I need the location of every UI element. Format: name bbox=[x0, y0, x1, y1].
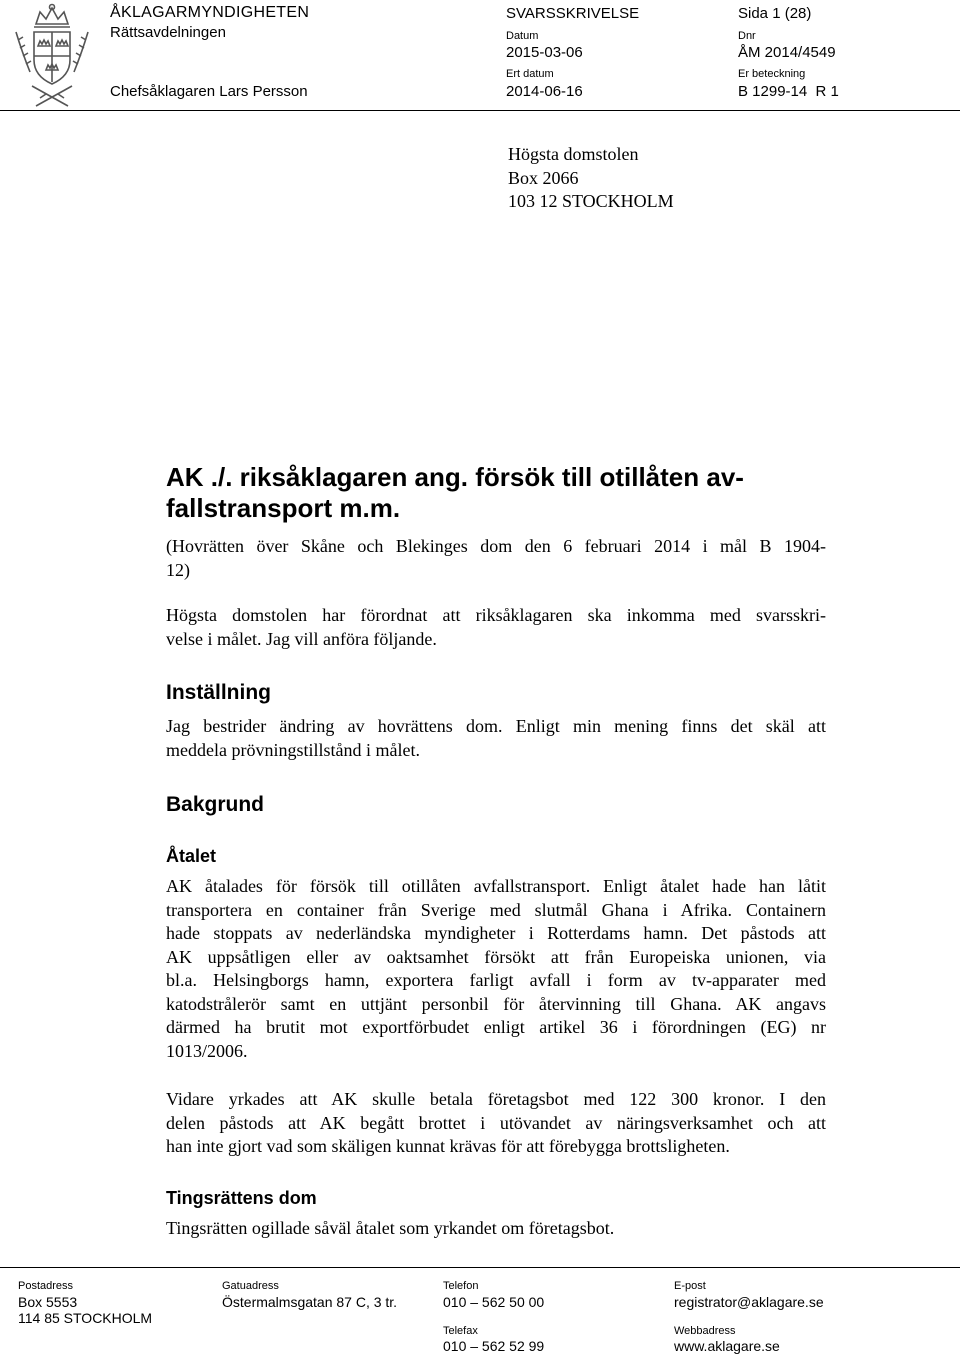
subheading-atalet: Åtalet bbox=[166, 846, 217, 866]
atalet-line: 1013/2006. bbox=[166, 1040, 248, 1061]
page-number: Sida 1 (28) bbox=[738, 5, 812, 22]
date: 2015-03-06 bbox=[506, 44, 583, 61]
web-label: Webbadress bbox=[674, 1325, 736, 1337]
atalet-line: transportera en container från Sverige med slutmål Ghana i Afrika. Containern bbox=[166, 899, 826, 920]
phone-number: 010 – 562 50 00 bbox=[443, 1294, 545, 1310]
fax-number: 010 – 562 52 99 bbox=[443, 1338, 545, 1354]
recipient-line: Högsta domstolen bbox=[508, 144, 639, 164]
doc-type: SVARSSKRIVELSE bbox=[506, 5, 640, 22]
intro-line: velse i målet. Jag vill anföra följande. bbox=[166, 628, 437, 649]
foretagsbot-paragraph bbox=[166, 1088, 826, 1159]
department: Rättsavdelningen bbox=[110, 24, 226, 41]
heading-installning: Inställning bbox=[166, 681, 271, 704]
intro-paragraph bbox=[166, 604, 826, 651]
heading-bakgrund: Bakgrund bbox=[166, 793, 265, 816]
header-divider bbox=[0, 110, 960, 111]
author: Chefsåklagaren Lars Persson bbox=[110, 83, 308, 100]
dnr-label: Dnr bbox=[738, 30, 756, 42]
installning-line: meddela prövningstillstånd i målet. bbox=[166, 739, 420, 760]
heading-tingsrattens-dom: Tingsrättens dom bbox=[166, 1188, 317, 1208]
title-line: AK ./. riksåklagaren ang. försök till otillåten av- bbox=[166, 462, 744, 492]
coat-of-arms-logo bbox=[10, 2, 94, 112]
atalet-paragraph bbox=[166, 875, 826, 1063]
street-label: Gatuadress bbox=[222, 1280, 279, 1292]
atalet-line: hade stoppats av nederländska myndigheter i Rotterdams hamn. Det påstods att bbox=[166, 923, 826, 943]
email-label: E-post bbox=[674, 1280, 706, 1292]
intro-line: Högsta domstolen har förordnat att riksåklagaren ska inkomma med svarsskri- bbox=[166, 605, 826, 625]
document-title bbox=[166, 462, 744, 524]
email-link[interactable]: registrator@aklagare.se bbox=[674, 1294, 824, 1310]
postal-line: 114 85 STOCKHOLM bbox=[18, 1310, 153, 1326]
your-date: 2014-06-16 bbox=[506, 83, 583, 100]
recipient-address bbox=[508, 143, 674, 214]
title-line: fallstransport m.m. bbox=[166, 493, 401, 523]
dnr: ÅM 2014/4549 bbox=[738, 44, 836, 61]
subtitle-line: 12) bbox=[166, 559, 190, 580]
tingsratten-text: Tingsrätten ogillade såväl åtalet som yrkandet om företagsbot. bbox=[166, 1218, 615, 1238]
recipient-line: Box 2066 bbox=[508, 167, 579, 188]
your-ref-label: Er beteckning bbox=[738, 68, 806, 80]
case-reference bbox=[166, 535, 826, 582]
your-date-label: Ert datum bbox=[506, 68, 554, 80]
atalet-line: AK uppsåtligen eller av oaktsamhet försökt att från Europeiska unionen, via bbox=[166, 946, 826, 967]
subtitle-line: (Hovrätten över Skåne och Blekinges dom den 6 februari 2014 i mål B 1904- bbox=[166, 536, 826, 556]
your-ref: B 1299-14 R 1 bbox=[738, 83, 839, 100]
foretagsbot-line: delen påstods att AK begått brottet i utövandet av näringsverksamhet och att bbox=[166, 1112, 826, 1133]
atalet-line: AK åtalades för försök till otillåten avfallstransport. Enligt åtalet hade han låtit bbox=[166, 876, 826, 896]
foretagsbot-line: han inte gjort vad som skäligen kunnat krävas för att förebygga brottsligheten. bbox=[166, 1136, 730, 1156]
phone-label: Telefon bbox=[443, 1280, 479, 1292]
atalet-line: katodstrålerör samt en uttjänt personbil för återvinning till Ghana. AK angavs bbox=[166, 993, 826, 1014]
atalet-line: därmed ha brutit mot exportförbudet enligt artikel 36 i förordningen (EG) nr bbox=[166, 1017, 826, 1037]
recipient-line: 103 12 STOCKHOLM bbox=[508, 191, 674, 211]
postal-label: Postadress bbox=[18, 1280, 74, 1292]
agency-name: ÅKLAGARMYNDIGHETEN bbox=[110, 4, 310, 21]
date-label: Datum bbox=[506, 30, 539, 42]
web-link[interactable]: www.aklagare.se bbox=[674, 1338, 780, 1354]
foretagsbot-line: Vidare yrkades att AK skulle betala företagsbot med 122 300 kronor. I den bbox=[166, 1089, 826, 1109]
installning-line: Jag bestrider ändring av hovrättens dom. Enligt min mening finns det skäl att bbox=[166, 716, 826, 736]
street-address: Östermalmsgatan 87 C, 3 tr. bbox=[222, 1294, 398, 1310]
postal-line: Box 5553 bbox=[18, 1294, 78, 1310]
atalet-line: bl.a. Helsingborgs hamn, exportera farligt avfall i form av tv-apparater med bbox=[166, 970, 826, 990]
fax-label: Telefax bbox=[443, 1325, 478, 1337]
footer-divider bbox=[0, 1267, 960, 1268]
installning-paragraph bbox=[166, 715, 826, 762]
